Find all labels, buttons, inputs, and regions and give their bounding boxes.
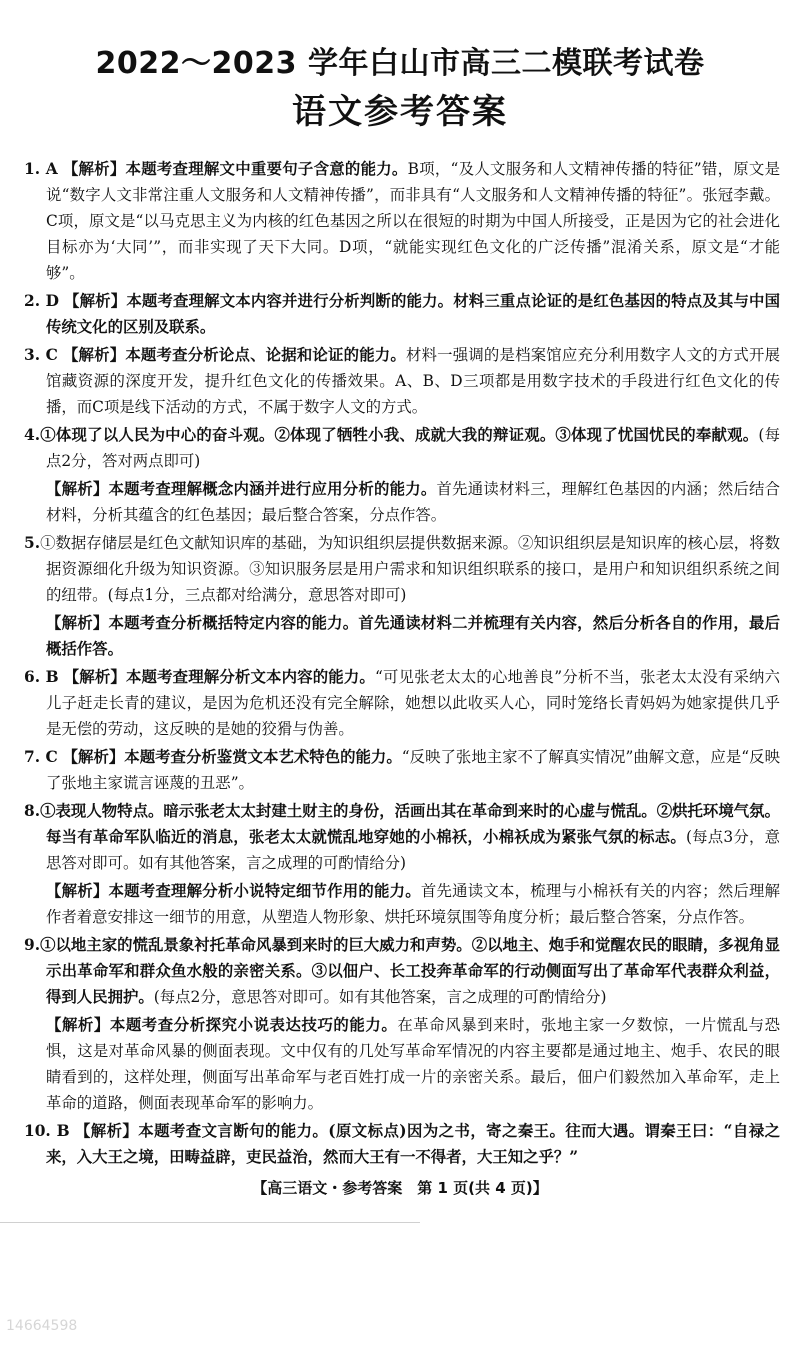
answer-number: 8.	[24, 802, 41, 820]
analysis-tag: 【解析】	[62, 748, 125, 766]
watermark-id: 14664598	[6, 1318, 78, 1334]
answer-text: ①以地主家的慌乱景象衬托革命风暴到来时的巨大威力和声势。②以地主、炮手和觉醒农民的眼睛，多视角显示出革命军和群众鱼水般的亲密关系。③以佃户、长工投奔革命军的行动侧面写出了革命军代表群众利益，得到人民拥护。	[40, 936, 780, 1006]
analysis-tag: 【解析】	[46, 1016, 110, 1034]
analysis-lead: 本题考查分析鉴赏文本艺术特色的能力。	[124, 748, 402, 766]
analysis-9	[24, 1012, 780, 1116]
answer-item-10	[24, 1118, 780, 1170]
answer-item-5	[24, 530, 780, 608]
analysis-lead: 本题考查理解分析文本内容的能力。	[125, 668, 375, 686]
analysis-body: 首先通读文本，梳理与小棉袄有关的内容；然后理解作者着意安排这一细节的用意，从塑造人物形象、烘托环境氛围等角度分析；最后整合答案，分点作答。	[46, 882, 780, 926]
page-footer: 【高三语文・参考答案 第 1 页(共 4 页)】	[252, 1179, 548, 1197]
analysis-body: “可见张老太太的心地善良”分析不当，张老太太没有采纳六儿子赶走长青的建议，是因为危机还没有完全解除，她想以此收买人心，同时笼络长青妈妈为她家提供几乎是无偿的劳动，这反映的是她的狡猾与伪善。	[46, 668, 780, 738]
analysis-lead: 本题考查理解分析小说特定细节作用的能力。	[108, 882, 421, 900]
answer-text: ①表现人物特点。暗示张老太太封建土财主的身份，活画出其在革命到来时的心虚与慌乱。②烘托环境气氛。每当有革命军队临近的消息，张老太太就慌乱地穿她的小棉袄，小棉袄成为紧张气氛的标志。	[40, 802, 780, 846]
answer-item-3	[24, 342, 780, 420]
answer-item-2	[24, 288, 780, 340]
answer-number: 3. C	[24, 346, 58, 364]
answer-number: 6. B	[24, 668, 59, 686]
analysis-tag: 【解析】	[62, 160, 126, 178]
answer-number: 10. B	[24, 1122, 70, 1140]
scoring-note: (每点2分，意思答对即可。如有其他答案，言之成理的可酌情给分)	[153, 988, 607, 1006]
analysis-lead: 本题考查理解文中重要句子含意的能力。	[125, 160, 408, 178]
document-subtitle: 语文参考答案	[292, 92, 508, 132]
analysis-body: 在革命风暴到来时，张地主家一夕数惊，一片慌乱与恐惧，这是对革命风暴的侧面表现。文中仅有的几处写革命军情况的内容主要都是通过地主、炮手、农民的眼睛看到的，这样处理，侧面写出革命军与老百姓打成一片的亲密关系。最后，佃户们毅然加入革命军，走上革命的道路，侧面表现革命军的影响力。	[46, 1016, 780, 1112]
answer-item-8	[24, 798, 780, 876]
scoring-note: (每点1分，三点都对给满分，意思答对即可)	[107, 586, 407, 604]
analysis-body: B项，“及人文服务和人文精神传播的特征”错，原文是说“数字人文非常注重人文服务和人文精神传播”，而非具有“人文服务和人文精神传播的特征”。张冠李戴。C项，原文是“以马克思主义为内核的红色基因之所以在很短的时期为中国人所接受，正是因为它的社会进化目标亦为‘大同’”，而非实现了天下大同。D项，“就能实现红色文化的广泛传播”混淆关系，原文是“才能够”。	[46, 160, 780, 282]
answer-item-1	[24, 156, 780, 286]
scoring-note: (每点2分，答对两点即可)	[46, 426, 780, 470]
answer-number: 7. C	[24, 748, 58, 766]
analysis-tag: 【解析】	[46, 480, 109, 498]
analysis-4	[24, 476, 780, 528]
analysis-tag: 【解析】	[62, 346, 126, 364]
analysis-body: 材料一强调的是档案馆应充分利用数字人文的方式开展馆藏资源的深度开发，提升红色文化的传播效果。A、B、D三项都是用数字技术的手段进行红色文化的传播，而C项是线下活动的方式，不属于数字人文的方式。	[46, 346, 780, 416]
answer-item-4	[24, 422, 780, 474]
analysis-body: (原文标点)因为之书，寄之秦王。往而大遇。谓秦王曰：“自禄之来，入大王之境，田畴益辟，吏民益治，然而大王有一不得者，大王知之乎？”	[46, 1122, 780, 1166]
analysis-body: 首先通读材料三，理解红色基因的内涵；然后结合材料，分析其蕴含的红色基因；最后整合答案，分点作答。	[46, 480, 780, 524]
answer-text: ①数据存储层是红色文献知识库的基础，为知识组织层提供数据来源。②知识组织层是知识库的核心层，将数据资源细化升级为知识资源。③知识服务层是用户需求和知识组织联系的接口，是用户和知识组织系统之间的纽带。	[40, 534, 780, 604]
analysis-tag: 【解析】	[74, 1122, 139, 1140]
analysis-tag: 【解析】	[46, 882, 109, 900]
analysis-tag: 【解析】	[63, 668, 126, 686]
analysis-body: 首先通读材料二并梳理有关内容，然后分析各自的作用，最后概括作答。	[46, 614, 780, 658]
analysis-lead: 本题考查理解概念内涵并进行应用分析的能力。	[108, 480, 437, 498]
answer-text: ①体现了以人民为中心的奋斗观。②体现了牺牲小我、成就大我的辩证观。③体现了忧国忧民的奉献观。	[40, 426, 759, 444]
answer-list	[24, 156, 780, 1170]
analysis-lead: 本题考查分析概括特定内容的能力。	[108, 614, 359, 632]
analysis-tag: 【解析】	[64, 292, 127, 310]
answer-item-9	[24, 932, 780, 1010]
answer-number: 4.	[24, 426, 41, 444]
analysis-8	[24, 878, 780, 930]
analysis-lead: 本题考查分析探究小说表达技巧的能力。	[109, 1016, 398, 1034]
analysis-body: “反映了张地主家不了解真实情况”曲解文意，应是“反映了张地主家谎言诬蔑的丑恶”。	[46, 748, 780, 792]
exam-title: 2022～2023 学年白山市高三二模联考试卷	[95, 46, 705, 81]
answer-number: 9.	[24, 936, 41, 954]
answer-item-6	[24, 664, 780, 742]
answer-number: 1. A	[24, 160, 58, 178]
answer-item-7	[24, 744, 780, 796]
answer-number: 2. D	[24, 292, 59, 310]
analysis-lead: 本题考查文言断句的能力。	[138, 1122, 329, 1140]
page-divider	[0, 1222, 420, 1223]
analysis-lead: 本题考查理解文本内容并进行分析判断的能力。材料三重点论证的是红色基因的特点及其与中国传统文化的区别及联系。	[46, 292, 780, 336]
analysis-lead: 本题考查分析论点、论据和论证的能力。	[125, 346, 406, 364]
scoring-note: (每点3分，意思答对即可。如有其他答案，言之成理的可酌情给分)	[46, 828, 780, 872]
analysis-tag: 【解析】	[46, 614, 109, 632]
answer-number: 5.	[24, 534, 41, 552]
analysis-5	[24, 610, 780, 662]
